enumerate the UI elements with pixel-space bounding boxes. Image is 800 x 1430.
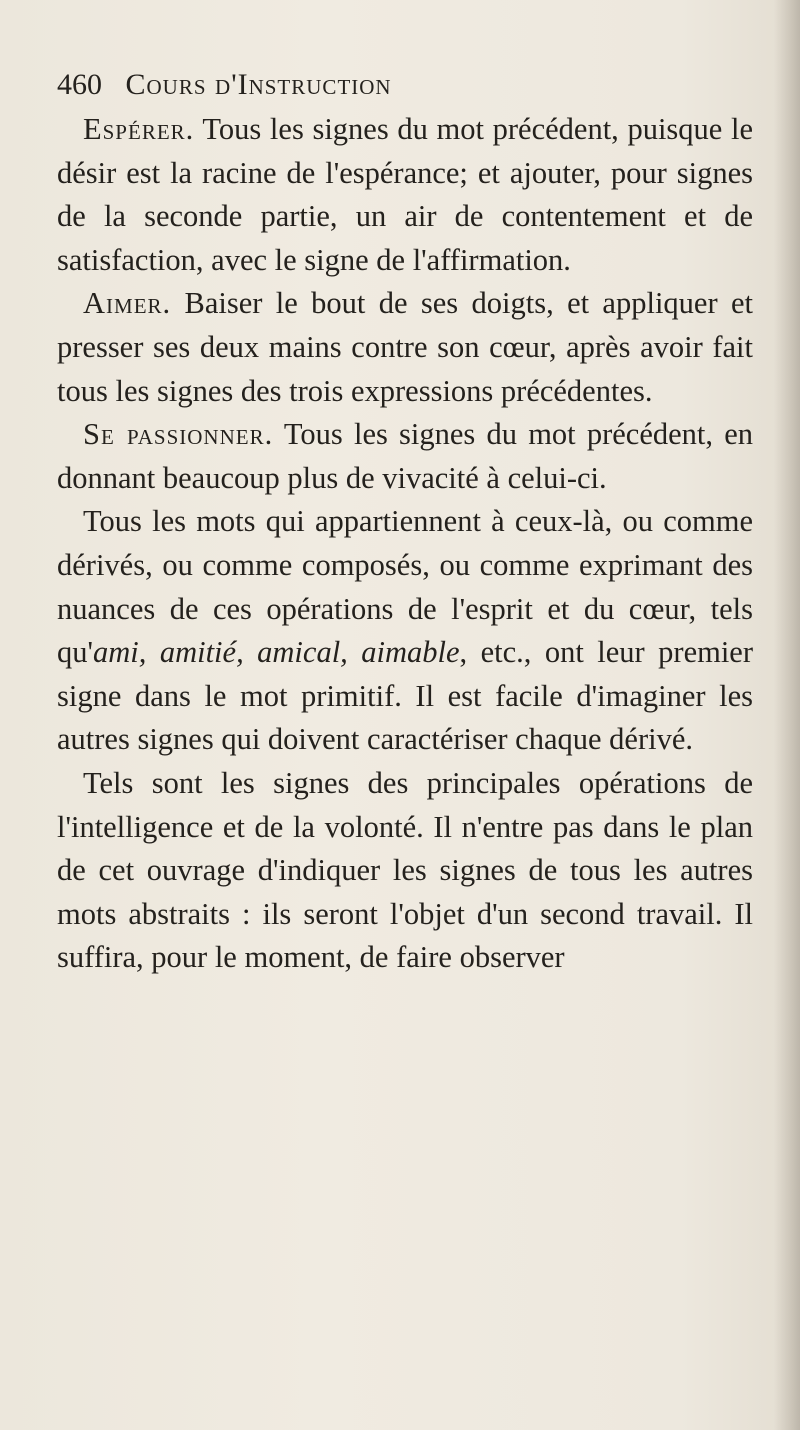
entry-term: Espérer. — [83, 112, 195, 146]
entry-text: Tous les signes du mot précédent, puisque le désir est la racine de l'espérance; et ajouter, pour signes de la seconde partie, un air de contentement et de satisfaction, avec le signe de l'affirmation. — [57, 112, 753, 277]
entry-term: Aimer. — [83, 286, 172, 321]
example-words: ami, amitié, amical, aimable — [93, 635, 460, 670]
paragraph-derived-words — [57, 500, 753, 762]
paragraph-text: , etc., ont leur premier signe dans le mot primitif. Il est facile d'imaginer les autres signes qui doivent caractériser chaque dérivé. — [57, 635, 753, 757]
entry-text: Baiser le bout de ses doigts, et appliquer et presser ses deux mains contre son cœur, après avoir fait tous les signes des trois expressions précédentes. — [57, 286, 753, 408]
running-header — [57, 68, 392, 102]
paragraph-conclusion — [57, 762, 753, 980]
page-number: 460 — [57, 68, 102, 101]
paragraph-se-passionner — [57, 413, 753, 500]
entry-text: Tous les signes du mot précédent, en donnant beaucoup plus de vivacité à celui-ci. — [57, 417, 754, 495]
entry-term: Se passionner. — [83, 417, 274, 452]
running-title: Cours d'Instruction — [125, 68, 392, 101]
paragraph-text: Tous les mots qui appartiennent à ceux-là, ou comme dérivés, ou comme composés, ou comme exprimant des nuances de ces opérations de l'esprit et du cœur, tels qu' — [57, 504, 753, 670]
paragraph-text: Tels sont les signes des principales opérations de l'intelligence et de la volonté. Il n'entre pas dans le plan de cet ouvrage d'indiquer les signes de tous les autres mots abstraits : ils seront l'objet d'un second travail. Il suffira, pour le moment, de faire observer — [57, 765, 753, 975]
paragraph-aimer — [57, 282, 753, 413]
body-text — [57, 108, 753, 980]
page-edge-shadow — [774, 0, 800, 1430]
paragraph-esperer — [57, 108, 753, 282]
